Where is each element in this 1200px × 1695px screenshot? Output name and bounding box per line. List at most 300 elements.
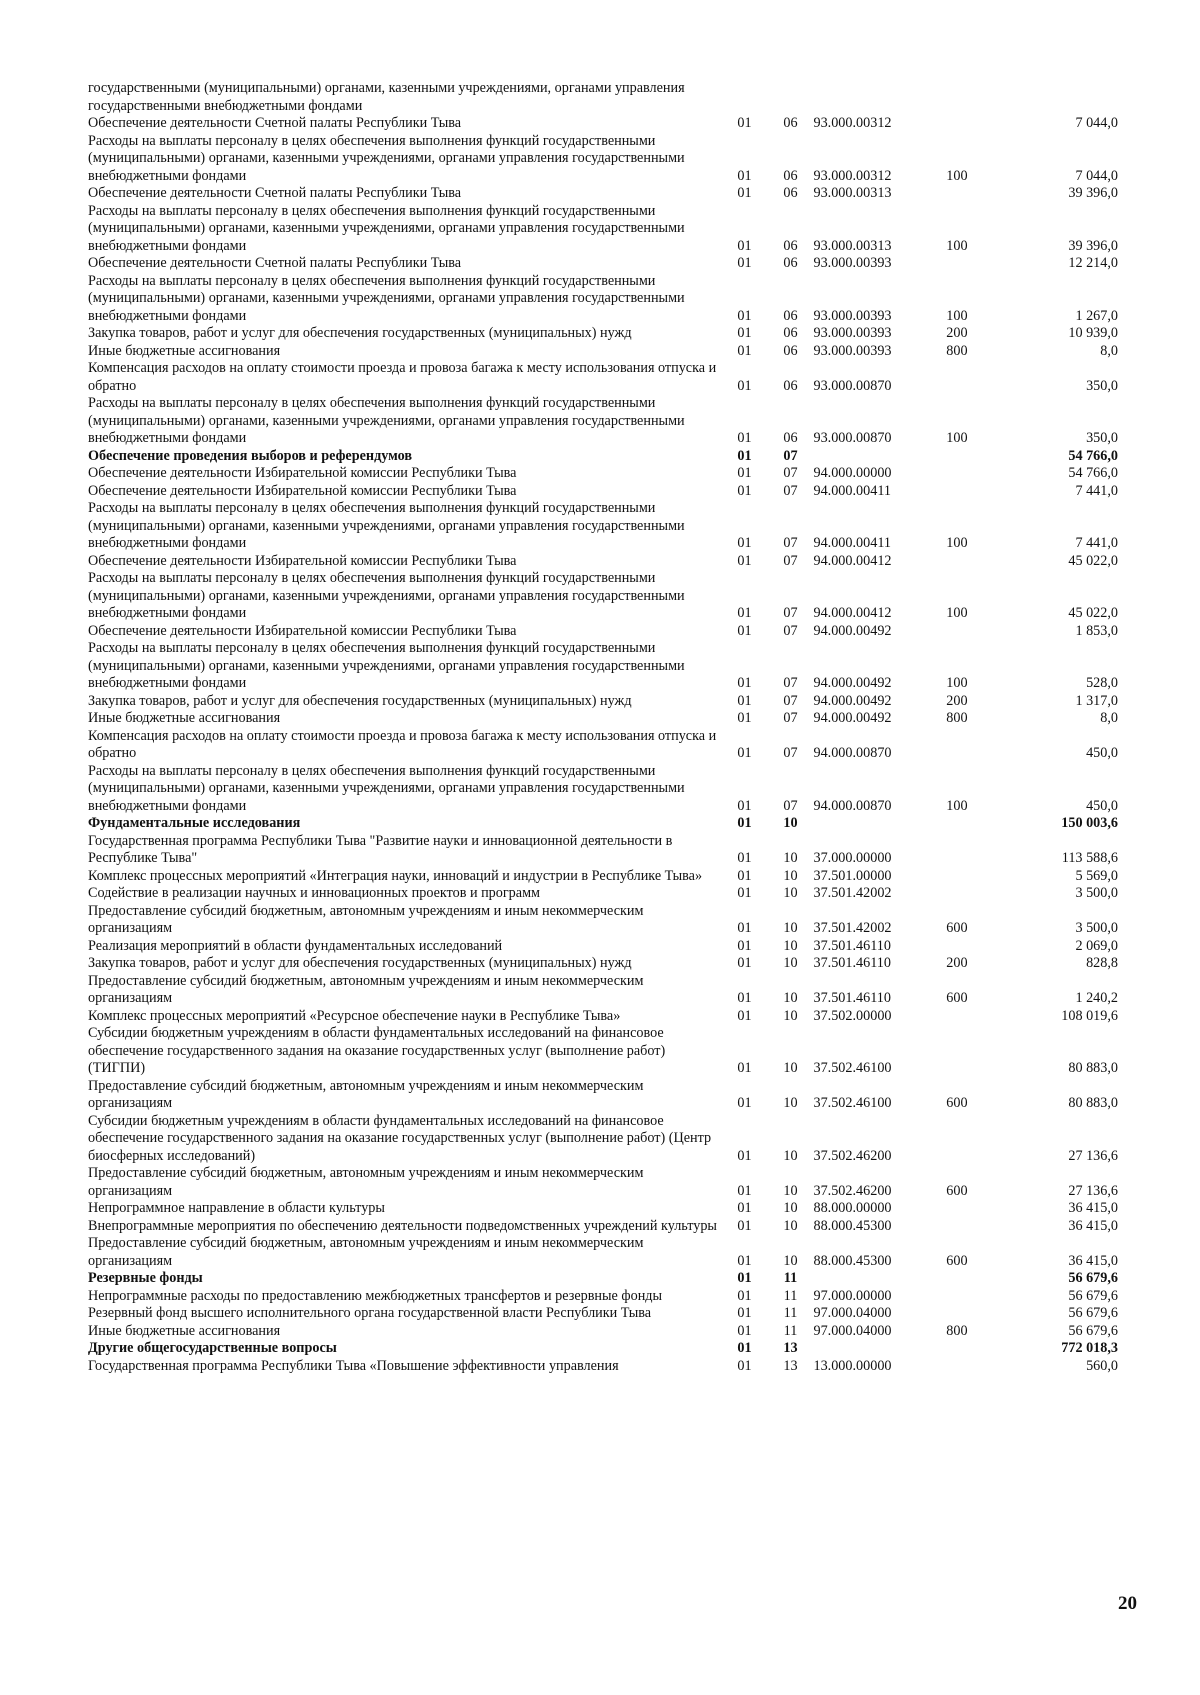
target-item-code: 94.000.00492 xyxy=(813,622,892,639)
target-item-code xyxy=(813,80,946,115)
subsection-code: 11 xyxy=(783,1270,798,1286)
table-row xyxy=(88,325,1118,343)
amount: 8,0 xyxy=(1100,710,1118,726)
expense-type-code xyxy=(946,1200,1007,1218)
table-row xyxy=(88,465,1118,483)
row-name: Иные бюджетные ассигнования xyxy=(88,342,281,359)
table-row xyxy=(88,763,1118,816)
row-name: Резервные фонды xyxy=(88,1270,203,1286)
section-code: 01 xyxy=(737,307,752,324)
row-name: Государственная программа Республики Тыва «Повышение эффективности управления xyxy=(88,1357,619,1374)
row-name: Фундаментальные исследования xyxy=(88,815,301,831)
table-row xyxy=(88,483,1118,501)
table-row xyxy=(88,133,1118,186)
target-item-code: 94.000.00870 xyxy=(813,797,892,814)
target-item-code: 37.000.00000 xyxy=(813,850,892,866)
table-row xyxy=(88,1305,1118,1323)
section-code: 01 xyxy=(737,1095,752,1111)
target-item-code: 94.000.00411 xyxy=(813,535,891,551)
subsection-code: 06 xyxy=(783,377,798,394)
table-row xyxy=(88,903,1118,938)
amount: 45 022,0 xyxy=(1068,552,1118,569)
amount: 772 018,3 xyxy=(1061,1340,1118,1356)
row-name: Предоставление субсидий бюджетным, автономным учреждениям и иным некоммерческим организациям xyxy=(88,902,644,936)
expense-type-code xyxy=(946,255,1007,273)
section-code: 01 xyxy=(737,115,752,131)
section-code: 01 xyxy=(737,797,752,814)
subsection-code: 10 xyxy=(783,990,798,1006)
target-item-code: 37.502.46100 xyxy=(813,1060,892,1076)
section-code: 01 xyxy=(737,745,752,761)
amount: 113 588,6 xyxy=(1061,850,1118,866)
row-name: Комплекс процессных мероприятий «Ресурсное обеспечение науки в Республике Тыва» xyxy=(88,1007,621,1024)
expense-type-code: 100 xyxy=(946,307,968,324)
target-item-code: 13.000.00000 xyxy=(813,1357,892,1374)
subsection-code: 06 xyxy=(783,167,798,184)
section-code: 01 xyxy=(737,937,752,954)
amount: 350,0 xyxy=(1086,377,1118,394)
section-code: 01 xyxy=(737,1270,752,1286)
amount: 39 396,0 xyxy=(1068,237,1118,254)
subsection-code: 11 xyxy=(783,1287,798,1304)
target-item-code: 93.000.00870 xyxy=(813,430,892,446)
subsection-code: 10 xyxy=(783,1217,798,1234)
row-name: Компенсация расходов на оплату стоимости проезда и провоза багажа к месту использования отпуска и обратно xyxy=(88,360,717,394)
target-item-code: 37.502.00000 xyxy=(813,1007,892,1024)
expense-type-code xyxy=(946,360,1007,395)
row-name: Обеспечение деятельности Избирательной комиссии Республики Тыва xyxy=(88,482,517,499)
target-item-code xyxy=(813,1340,946,1358)
row-name: Обеспечение проведения выборов и референдумов xyxy=(88,447,413,464)
subsection-code: 13 xyxy=(783,1357,798,1374)
table-row xyxy=(88,360,1118,395)
section-code: 01 xyxy=(737,692,752,709)
subsection-code: 10 xyxy=(783,937,798,954)
amount: 450,0 xyxy=(1086,797,1118,814)
page-number: 20 xyxy=(1118,1593,1137,1614)
subsection-code: 10 xyxy=(783,885,798,901)
table-row xyxy=(88,1358,1118,1376)
target-item-code: 94.000.00411 xyxy=(813,482,891,499)
section-code: 01 xyxy=(737,1305,752,1321)
row-name: Расходы на выплаты персоналу в целях обеспечения выполнения функций государственными (муниципальными) органами, казенными учреждениями, органами управления государственными внебюджетными фондами xyxy=(88,570,685,621)
target-item-code: 93.000.00313 xyxy=(813,185,892,201)
expense-type-code xyxy=(946,1008,1007,1026)
table-row xyxy=(88,973,1118,1008)
table-row xyxy=(88,938,1118,956)
target-item-code: 94.000.00870 xyxy=(813,745,892,761)
row-name: Расходы на выплаты персоналу в целях обеспечения выполнения функций государственными (муниципальными) органами, казенными учреждениями, органами управления государственными внебюджетными фондами xyxy=(88,640,685,691)
amount: 56 679,6 xyxy=(1068,1270,1118,1286)
amount: 54 766,0 xyxy=(1068,465,1118,481)
section-code: 01 xyxy=(737,850,752,866)
section-code: 01 xyxy=(737,1340,752,1356)
subsection-code: 10 xyxy=(783,867,798,884)
section-code: 01 xyxy=(737,710,752,726)
target-item-code: 93.000.00393 xyxy=(813,342,892,359)
amount: 7 441,0 xyxy=(1075,482,1118,499)
expense-type-code: 100 xyxy=(946,675,968,691)
section-code: 01 xyxy=(737,1287,752,1304)
row-name: Предоставление субсидий бюджетным, автономным учреждениям и иным некоммерческим организациям xyxy=(88,1235,644,1269)
budget-table xyxy=(88,80,1118,1375)
target-item-code: 88.000.00000 xyxy=(813,1200,892,1216)
subsection-code: 10 xyxy=(783,1147,798,1164)
row-name: Субсидии бюджетным учреждениям в области фундаментальных исследований на финансовое обеспечение государственного задания на оказание государственных услуг (выполнение работ) (ТИГПИ) xyxy=(88,1025,666,1076)
section-code: 01 xyxy=(737,430,752,446)
table-row xyxy=(88,1340,1118,1358)
subsection-code: 11 xyxy=(783,1305,798,1321)
subsection-code: 11 xyxy=(783,1322,798,1339)
target-item-code: 93.000.00393 xyxy=(813,325,892,341)
row-name: Обеспечение деятельности Счетной палаты Республики Тыва xyxy=(88,185,462,201)
subsection-code: 10 xyxy=(783,815,798,831)
table-row xyxy=(88,833,1118,868)
target-item-code: 88.000.45300 xyxy=(813,1252,892,1269)
section-code: 01 xyxy=(737,1147,752,1164)
row-name: Резервный фонд высшего исполнительного органа государственной власти Республики Тыва xyxy=(88,1305,652,1321)
section-code: 01 xyxy=(737,675,752,691)
subsection-code: 06 xyxy=(783,185,798,201)
section-code: 01 xyxy=(737,255,752,271)
subsection-code: 07 xyxy=(783,745,798,761)
table-row xyxy=(88,115,1118,133)
expense-type-code xyxy=(946,1288,1007,1306)
expense-type-code: 800 xyxy=(946,710,968,726)
expense-type-code xyxy=(946,1025,1007,1078)
expense-type-code xyxy=(946,833,1007,868)
amount xyxy=(1008,80,1118,115)
amount: 8,0 xyxy=(1100,342,1118,359)
amount: 1 317,0 xyxy=(1075,692,1118,709)
table-row xyxy=(88,1235,1118,1270)
table-row xyxy=(88,1218,1118,1236)
section-code: 01 xyxy=(737,990,752,1006)
row-name: Иные бюджетные ассигнования xyxy=(88,710,281,726)
expense-type-code: 100 xyxy=(946,237,968,254)
section-code: 01 xyxy=(737,885,752,901)
target-item-code: 97.000.04000 xyxy=(813,1305,892,1321)
table-row xyxy=(88,1025,1118,1078)
expense-type-code xyxy=(946,448,1007,466)
table-row xyxy=(88,273,1118,326)
amount: 80 883,0 xyxy=(1068,1095,1118,1111)
section-code: 01 xyxy=(737,1217,752,1234)
row-name: Содействие в реализации научных и инновационных проектов и программ xyxy=(88,885,541,901)
expense-type-code xyxy=(946,80,1007,115)
amount: 7 441,0 xyxy=(1075,535,1118,551)
section-code: 01 xyxy=(737,342,752,359)
table-row xyxy=(88,448,1118,466)
amount: 3 500,0 xyxy=(1075,885,1118,901)
row-name: Обеспечение деятельности Избирательной комиссии Республики Тыва xyxy=(88,622,517,639)
subsection-code: 10 xyxy=(783,955,798,971)
table-row xyxy=(88,815,1118,833)
row-name: Непрограммное направление в области культуры xyxy=(88,1200,385,1216)
expense-type-code xyxy=(946,938,1007,956)
row-name: Другие общегосударственные вопросы xyxy=(88,1340,337,1356)
subsection-code: 07 xyxy=(783,797,798,814)
subsection-code: 07 xyxy=(783,675,798,691)
row-name: Субсидии бюджетным учреждениям в области фундаментальных исследований на финансовое обеспечение государственного задания на оказание государственных услуг (выполнение работ) (Центр биосферных исследований) xyxy=(88,1112,712,1164)
subsection-code: 13 xyxy=(783,1340,798,1356)
section-code: 01 xyxy=(737,552,752,569)
row-name: Предоставление субсидий бюджетным, автономным учреждениям и иным некоммерческим организациям xyxy=(88,972,644,1006)
target-item-code xyxy=(813,1270,946,1288)
target-item-code: 93.000.00312 xyxy=(813,167,892,184)
table-row xyxy=(88,693,1118,711)
table-row xyxy=(88,1113,1118,1166)
expense-type-code xyxy=(946,623,1007,641)
table-row xyxy=(88,500,1118,553)
target-item-code: 94.000.00000 xyxy=(813,465,892,481)
section-code: 01 xyxy=(737,482,752,499)
section-code: 01 xyxy=(737,622,752,639)
table-row xyxy=(88,728,1118,763)
row-name: Расходы на выплаты персоналу в целях обеспечения выполнения функций государственными (муниципальными) органами, казенными учреждениями, органами управления государственными внебюджетными фондами xyxy=(88,762,685,814)
amount: 45 022,0 xyxy=(1068,605,1118,621)
row-name: Закупка товаров, работ и услуг для обеспечения государственных (муниципальных) нужд xyxy=(88,325,632,341)
section-code: 01 xyxy=(737,955,752,971)
expense-type-code: 100 xyxy=(946,797,968,814)
section-code: 01 xyxy=(737,1322,752,1339)
amount: 2 069,0 xyxy=(1075,937,1118,954)
subsection-code: 07 xyxy=(783,482,798,499)
expense-type-code xyxy=(946,815,1007,833)
subsection-code: 10 xyxy=(783,1060,798,1076)
row-name: Компенсация расходов на оплату стоимости проезда и провоза багажа к месту использования отпуска и обратно xyxy=(88,727,717,761)
expense-type-code: 200 xyxy=(946,955,968,971)
subsection-code: 10 xyxy=(783,850,798,866)
amount: 36 415,0 xyxy=(1068,1217,1118,1234)
table-row xyxy=(88,1288,1118,1306)
amount: 3 500,0 xyxy=(1075,920,1118,936)
row-name: Закупка товаров, работ и услуг для обеспечения государственных (муниципальных) нужд xyxy=(88,955,632,971)
row-name: Расходы на выплаты персоналу в целях обеспечения выполнения функций государственными (муниципальными) органами, казенными учреждениями, органами управления государственными внебюджетными фондами xyxy=(88,500,685,551)
row-name: Закупка товаров, работ и услуг для обеспечения государственных (муниципальных) нужд xyxy=(88,692,632,709)
amount: 7 044,0 xyxy=(1075,115,1118,131)
subsection-code: 06 xyxy=(783,115,798,131)
expense-type-code: 800 xyxy=(946,342,968,359)
expense-type-code xyxy=(946,1218,1007,1236)
table-row xyxy=(88,570,1118,623)
target-item-code xyxy=(813,448,946,466)
amount: 560,0 xyxy=(1086,1357,1118,1374)
subsection-code: 10 xyxy=(783,920,798,936)
target-item-code: 93.000.00393 xyxy=(813,307,892,324)
subsection-code: 06 xyxy=(783,307,798,324)
row-name: Расходы на выплаты персоналу в целях обеспечения выполнения функций государственными (муниципальными) органами, казенными учреждениями, органами управления государственными внебюджетными фондами xyxy=(88,272,685,324)
table-row xyxy=(88,868,1118,886)
table-row xyxy=(88,1270,1118,1288)
target-item-code: 93.000.00312 xyxy=(813,115,892,131)
row-name: Предоставление субсидий бюджетным, автономным учреждениям и иным некоммерческим организациям xyxy=(88,1165,644,1199)
subsection-code: 07 xyxy=(783,692,798,709)
amount: 27 136,6 xyxy=(1068,1182,1118,1199)
table-row xyxy=(88,553,1118,571)
expense-type-code: 600 xyxy=(946,1182,968,1199)
amount: 56 679,6 xyxy=(1068,1305,1118,1321)
row-name: Иные бюджетные ассигнования xyxy=(88,1322,281,1339)
expense-type-code: 800 xyxy=(946,1322,968,1339)
row-name: Расходы на выплаты персоналу в целях обеспечения выполнения функций государственными (муниципальными) органами, казенными учреждениями, органами управления государственными внебюджетными фондами xyxy=(88,202,685,254)
target-item-code: 94.000.00412 xyxy=(813,605,892,621)
section-code: 01 xyxy=(737,1252,752,1269)
section-code: 01 xyxy=(737,167,752,184)
section-code: 01 xyxy=(737,325,752,341)
target-item-code: 37.501.46110 xyxy=(813,955,891,971)
target-item-code: 37.501.46110 xyxy=(813,990,891,1006)
subsection-code: 10 xyxy=(783,1200,798,1216)
table-row xyxy=(88,710,1118,728)
amount: 1 240,2 xyxy=(1075,990,1118,1006)
expense-type-code xyxy=(946,1340,1007,1358)
section-code: 01 xyxy=(737,867,752,884)
expense-type-code xyxy=(946,1305,1007,1323)
target-item-code: 37.502.46100 xyxy=(813,1095,892,1111)
expense-type-code xyxy=(946,868,1007,886)
amount: 7 044,0 xyxy=(1075,167,1118,184)
target-item-code: 37.501.00000 xyxy=(813,867,892,884)
row-name: Комплекс процессных мероприятий «Интеграция науки, инноваций и индустрии в Республике Тыва» xyxy=(88,867,703,884)
amount: 150 003,6 xyxy=(1061,815,1118,831)
target-item-code: 94.000.00492 xyxy=(813,692,892,709)
row-name: Обеспечение деятельности Избирательной комиссии Республики Тыва xyxy=(88,552,517,569)
expense-type-code xyxy=(946,1270,1007,1288)
target-item-code: 94.000.00492 xyxy=(813,675,892,691)
target-item-code: 37.501.42002 xyxy=(813,920,892,936)
expense-type-code: 600 xyxy=(946,1095,968,1111)
section-code: 01 xyxy=(737,605,752,621)
table-row xyxy=(88,1078,1118,1113)
expense-type-code: 600 xyxy=(946,990,968,1006)
row-name: Непрограммные расходы по предоставлению межбюджетных трансфертов и резервные фонды xyxy=(88,1287,663,1304)
target-item-code: 93.000.00393 xyxy=(813,255,892,271)
amount: 54 766,0 xyxy=(1068,447,1118,464)
amount: 36 415,0 xyxy=(1068,1252,1118,1269)
expense-type-code: 200 xyxy=(946,325,968,341)
expense-type-code xyxy=(946,553,1007,571)
section-code: 01 xyxy=(737,237,752,254)
expense-type-code: 100 xyxy=(946,430,968,446)
row-name: Обеспечение деятельности Счетной палаты Республики Тыва xyxy=(88,115,462,131)
amount: 80 883,0 xyxy=(1068,1060,1118,1076)
amount: 56 679,6 xyxy=(1068,1322,1118,1339)
amount: 36 415,0 xyxy=(1068,1200,1118,1216)
expense-type-code xyxy=(946,1358,1007,1376)
subsection-code: 07 xyxy=(783,465,798,481)
table-row xyxy=(88,185,1118,203)
expense-type-code xyxy=(946,115,1007,133)
amount: 1 853,0 xyxy=(1075,622,1118,639)
subsection-code: 07 xyxy=(783,710,798,726)
row-name: Государственная программа Республики Тыва "Развитие науки и инновационной деятельности в Республике Тыва" xyxy=(88,832,673,866)
subsection-code xyxy=(768,80,814,115)
table-row xyxy=(88,640,1118,693)
expense-type-code xyxy=(946,185,1007,203)
budget-table-body xyxy=(88,80,1118,1375)
section-code: 01 xyxy=(737,920,752,936)
row-name: Обеспечение деятельности Счетной палаты Республики Тыва xyxy=(88,255,462,271)
target-item-code: 93.000.00870 xyxy=(813,377,892,394)
row-name: Обеспечение деятельности Избирательной комиссии Республики Тыва xyxy=(88,465,517,481)
row-name: Реализация мероприятий в области фундаментальных исследований xyxy=(88,937,503,954)
expense-type-code: 600 xyxy=(946,1252,968,1269)
row-name: государственными (муниципальными) органами, казенными учреждениями, органами управления государственными внебюджетными фондами xyxy=(88,80,685,114)
row-name: Расходы на выплаты персоналу в целях обеспечения выполнения функций государственными (муниципальными) органами, казенными учреждениями, органами управления государственными внебюджетными фондами xyxy=(88,132,685,184)
section-code: 01 xyxy=(737,1357,752,1374)
target-item-code: 37.502.46200 xyxy=(813,1147,892,1164)
section-code: 01 xyxy=(737,1007,752,1024)
section-code: 01 xyxy=(737,535,752,551)
target-item-code: 94.000.00412 xyxy=(813,552,892,569)
subsection-code: 06 xyxy=(783,430,798,446)
subsection-code: 07 xyxy=(783,622,798,639)
subsection-code: 10 xyxy=(783,1007,798,1024)
section-code: 01 xyxy=(737,1060,752,1076)
table-row xyxy=(88,623,1118,641)
amount: 5 569,0 xyxy=(1075,867,1118,884)
amount: 56 679,6 xyxy=(1068,1287,1118,1304)
target-item-code xyxy=(813,815,946,833)
expense-type-code xyxy=(946,728,1007,763)
section-code: 01 xyxy=(737,377,752,394)
expense-type-code: 100 xyxy=(946,535,968,551)
expense-type-code xyxy=(946,885,1007,903)
amount: 12 214,0 xyxy=(1068,255,1118,271)
row-name: Предоставление субсидий бюджетным, автономным учреждениям и иным некоммерческим организациям xyxy=(88,1077,644,1111)
table-row xyxy=(88,1008,1118,1026)
amount: 10 939,0 xyxy=(1068,325,1118,341)
amount: 450,0 xyxy=(1086,745,1118,761)
subsection-code: 06 xyxy=(783,255,798,271)
target-item-code: 97.000.04000 xyxy=(813,1322,892,1339)
amount: 828,8 xyxy=(1086,955,1118,971)
subsection-code: 06 xyxy=(783,325,798,341)
amount: 1 267,0 xyxy=(1075,307,1118,324)
table-row xyxy=(88,1165,1118,1200)
target-item-code: 88.000.45300 xyxy=(813,1217,892,1234)
target-item-code: 37.501.42002 xyxy=(813,885,892,901)
table-row xyxy=(88,885,1118,903)
expense-type-code: 100 xyxy=(946,167,968,184)
amount: 528,0 xyxy=(1086,675,1118,691)
section-code: 01 xyxy=(737,1200,752,1216)
section-code xyxy=(722,80,768,115)
section-code: 01 xyxy=(737,815,752,831)
subsection-code: 07 xyxy=(783,447,798,464)
subsection-code: 10 xyxy=(783,1095,798,1111)
expense-type-code xyxy=(946,1113,1007,1166)
section-code: 01 xyxy=(737,447,752,464)
subsection-code: 06 xyxy=(783,342,798,359)
row-name: Расходы на выплаты персоналу в целях обеспечения выполнения функций государственными (муниципальными) органами, казенными учреждениями, органами управления государственными внебюджетными фондами xyxy=(88,395,685,446)
target-item-code: 37.502.46200 xyxy=(813,1182,892,1199)
amount: 108 019,6 xyxy=(1061,1007,1118,1024)
subsection-code: 07 xyxy=(783,535,798,551)
amount: 27 136,6 xyxy=(1068,1147,1118,1164)
table-row xyxy=(88,1323,1118,1341)
table-row xyxy=(88,255,1118,273)
expense-type-code: 600 xyxy=(946,920,968,936)
table-row xyxy=(88,1200,1118,1218)
table-row xyxy=(88,203,1118,256)
target-item-code: 93.000.00313 xyxy=(813,237,892,254)
table-row xyxy=(88,395,1118,448)
subsection-code: 10 xyxy=(783,1182,798,1199)
target-item-code: 37.501.46110 xyxy=(813,937,891,954)
section-code: 01 xyxy=(737,185,752,201)
